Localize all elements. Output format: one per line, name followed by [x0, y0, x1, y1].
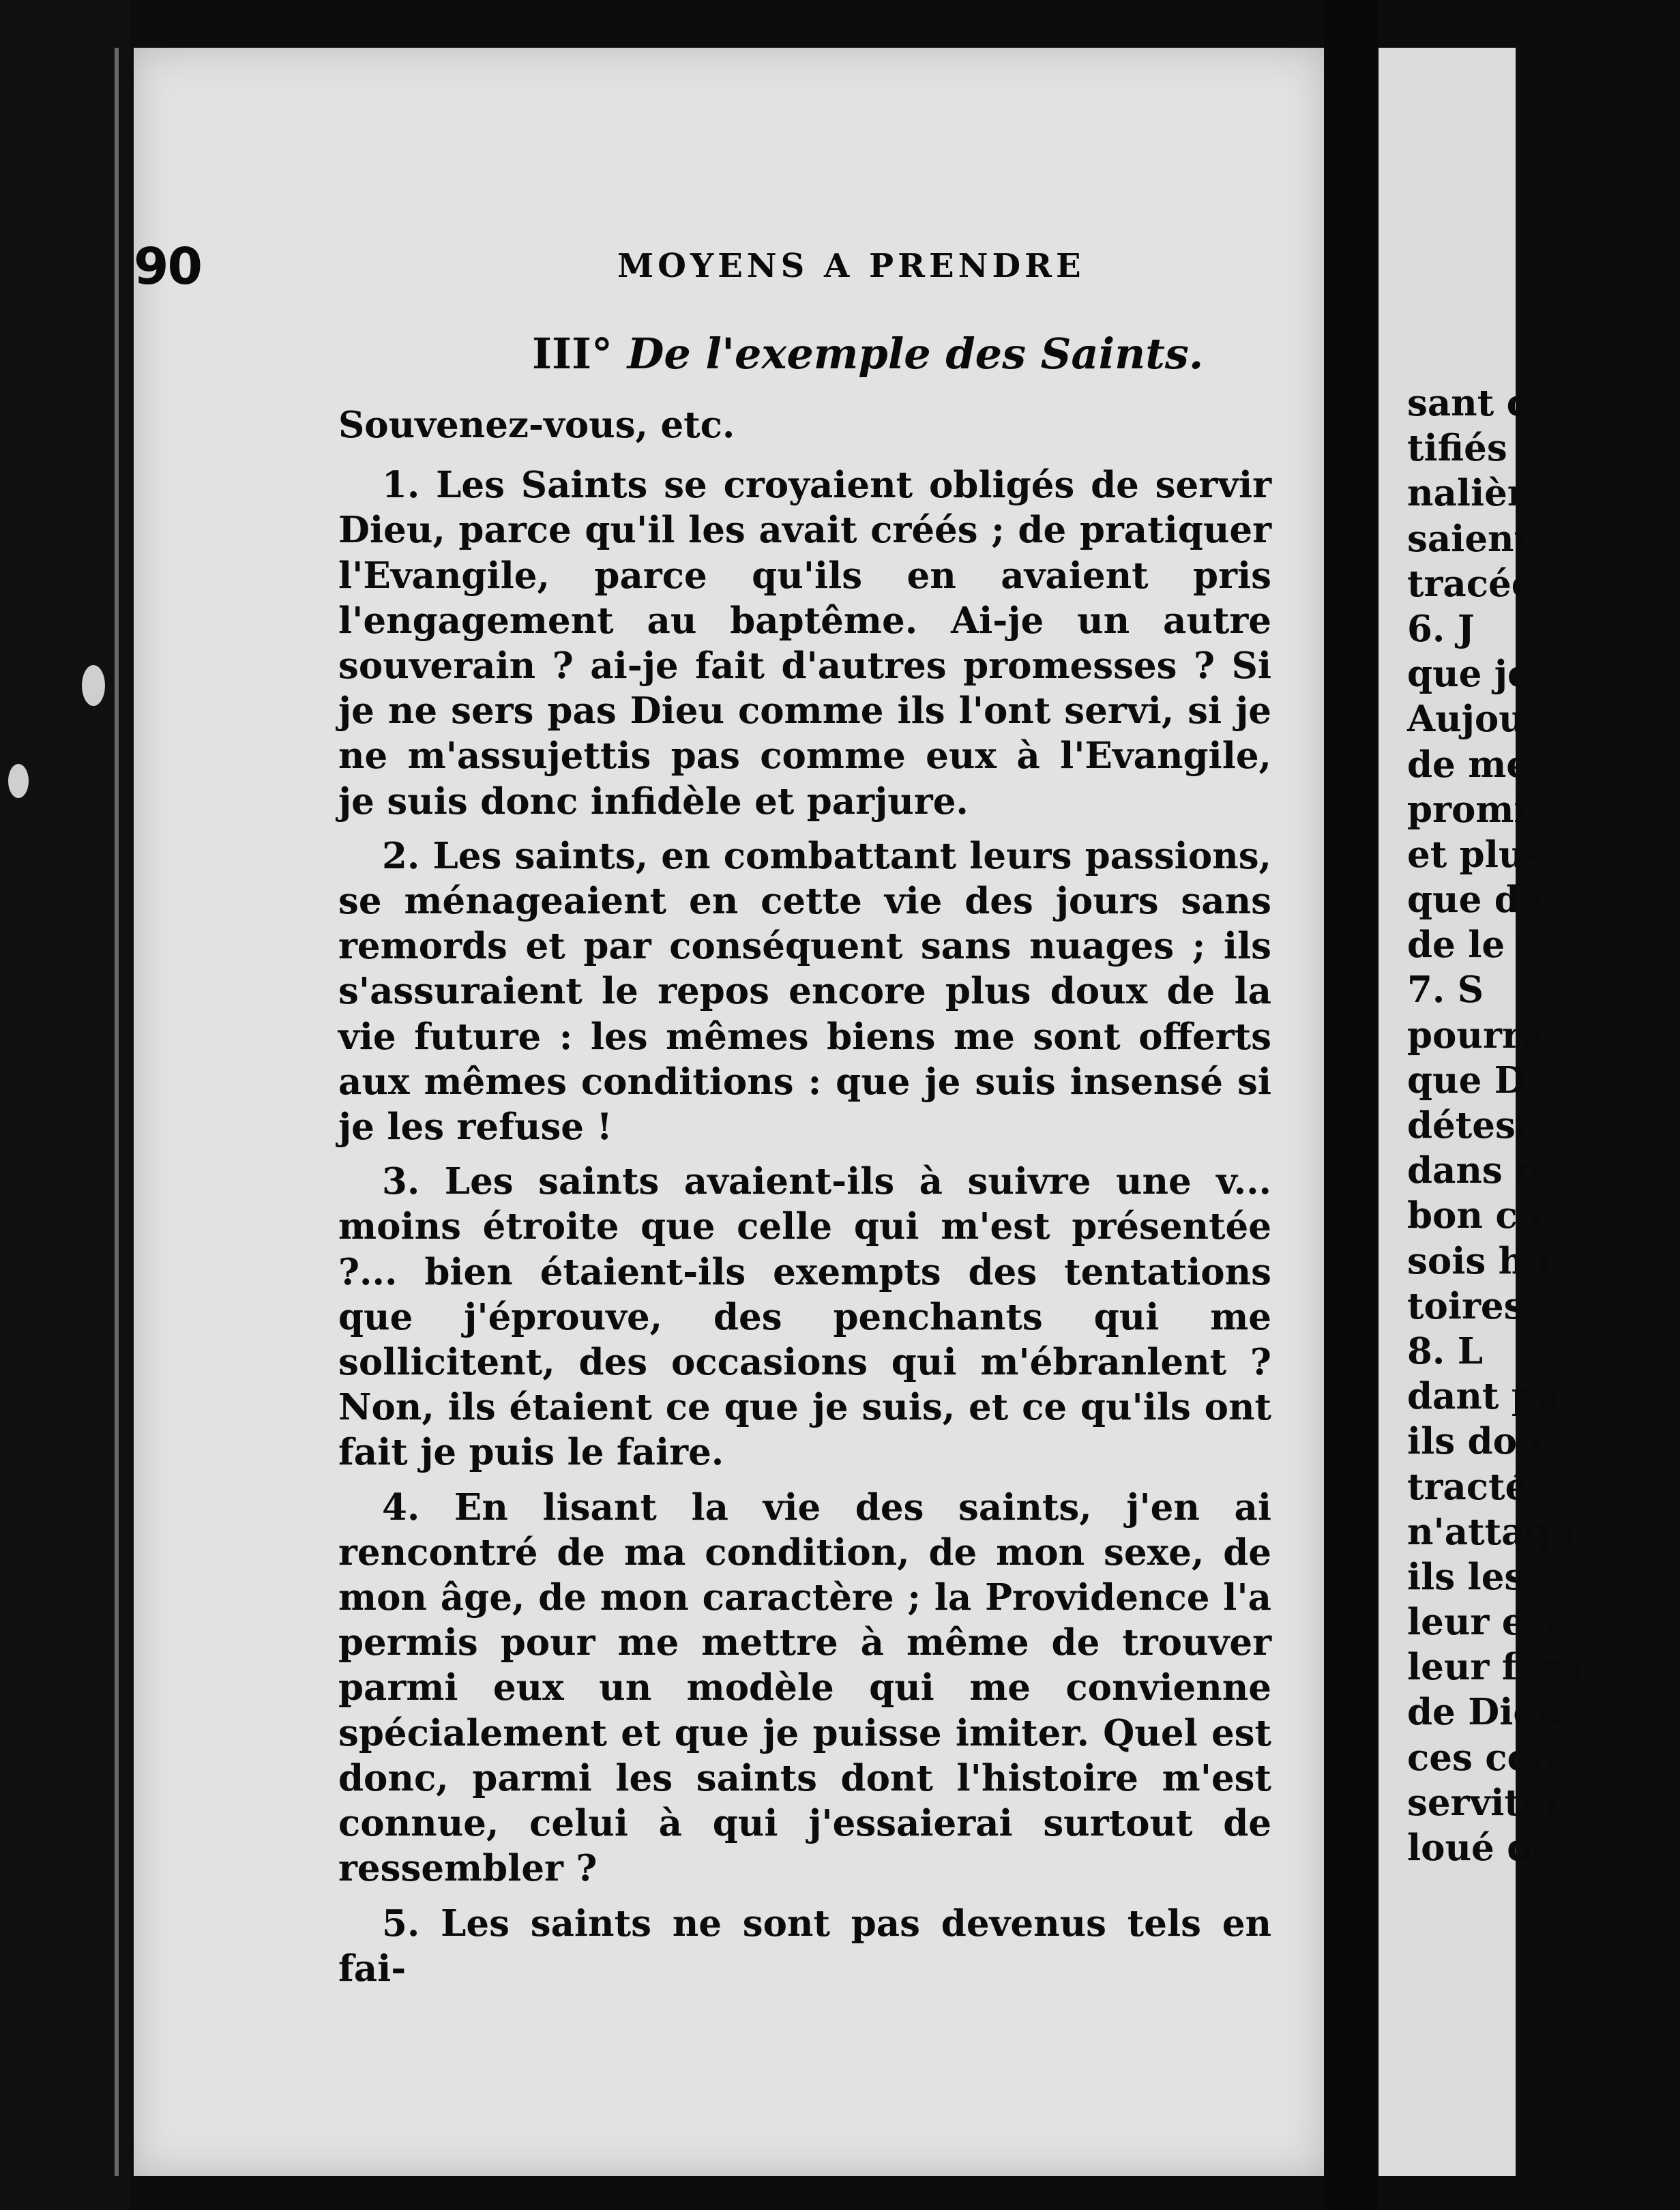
facing-line: loué de	[1407, 1827, 1555, 1869]
paragraph-2: 2. Les saints, en combattant leurs passions, se ménageaient en cette vie des jours sans remords et par conséquent sans nuages ; ils s'assuraient le repos encore plus doux de la vie future : les mêmes biens me sont offerts aux mêmes conditions : que je suis insensé si je les refuse !	[338, 834, 1271, 1149]
paragraph-5: 5. Les saints ne sont pas devenus tels en fai-	[338, 1902, 1271, 1990]
facing-line: leur fera	[1407, 1646, 1583, 1689]
facing-line: serviteu	[1407, 1781, 1571, 1824]
facing-line: 7. S	[1407, 969, 1484, 1012]
facing-line: promis	[1407, 788, 1548, 831]
facing-line: détesté	[1407, 1104, 1556, 1147]
paragraph-3: 3. Les saints avaient-ils à suivre une v... moins étroite que celle qui m'est présentée ?... bien étaient-ils exempts des tentations que j'éprouve, des penchants qui me sollicitent, des occasions qui m'ébranlent ? Non, ils étaient ce que je suis, et ce qu'ils ont fait je puis le faire.	[338, 1160, 1271, 1474]
facing-line: Aujou	[1407, 698, 1525, 741]
page-number: 90	[134, 237, 201, 296]
facing-line: ils les	[1407, 1555, 1525, 1598]
section-title: De l'exemple des Saints.	[627, 329, 1204, 379]
facing-line: de le s	[1407, 924, 1538, 967]
facing-line: 8. L	[1407, 1329, 1484, 1372]
section-heading	[532, 329, 1203, 379]
facing-line: pourra	[1407, 1014, 1545, 1057]
facing-line: de Dieu	[1407, 1691, 1563, 1734]
facing-line: toires.	[1407, 1284, 1537, 1327]
facing-line: que D	[1407, 1059, 1526, 1102]
facing-page-text	[1407, 381, 1680, 1870]
facing-line: de me	[1407, 743, 1530, 786]
facing-line: saient	[1407, 517, 1531, 560]
facing-line: sois hu	[1407, 1239, 1551, 1282]
facing-line: tracté	[1407, 1465, 1529, 1508]
intro-line: Souvenez-vous, etc.	[338, 404, 735, 446]
facing-line: ces con	[1407, 1736, 1558, 1779]
paragraph-1: 1. Les Saints se croyaient obligés de servir Dieu, parce qu'il les avait créés ; de pratiquer l'Evangile, parce qu'ils en avaient pris l'engagement au baptême. Ai-je un autre souverain ? ai-je fait d'autres promesses ? Si je ne sers pas Dieu comme ils l'ont servi, si je ne m'assujettis pas comme eux à l'Evangile, je suis donc infidèle et parjure.	[338, 464, 1271, 823]
section-number: III°	[532, 329, 613, 379]
margin-speck	[8, 764, 29, 798]
paragraph-4: 4. En lisant la vie des saints, j'en ai rencontré de ma condition, de mon sexe, de mon âge, de mon caractère ; la Providence l'a permis pour me mettre à même de trouver parmi eux un modèle qui me convienne spécialement et que je puisse imiter. Quel est donc, parmi les saints dont l'histoire m'est connue, celui à qui j'essaierai surtout de ressembler ?	[338, 1486, 1271, 1890]
left-margin-rule	[115, 48, 119, 2176]
facing-line: dant pa	[1407, 1375, 1561, 1418]
facing-line: tifiés e	[1407, 427, 1543, 470]
facing-line: 6. J	[1407, 607, 1475, 650]
running-title: MOYENS A PRENDRE	[617, 247, 1085, 285]
facing-line: et plus	[1407, 833, 1546, 876]
margin-speck	[82, 665, 105, 706]
facing-line: ils dom	[1407, 1420, 1556, 1463]
facing-line: nalièr	[1407, 472, 1527, 515]
left-margin-dark	[0, 0, 130, 2210]
facing-line: que dè	[1407, 879, 1543, 922]
facing-line: tracée	[1407, 562, 1535, 605]
facing-line: que je	[1407, 653, 1531, 696]
facing-line: n'attaqu	[1407, 1510, 1576, 1553]
book-gutter	[1324, 0, 1379, 2210]
body-text	[338, 402, 1271, 2001]
facing-line: leur exe	[1407, 1601, 1570, 1644]
facing-line: sant c	[1407, 382, 1529, 424]
facing-page	[1379, 48, 1583, 2176]
facing-line: dans m	[1407, 1149, 1554, 1192]
facing-line: bon co	[1407, 1194, 1542, 1237]
